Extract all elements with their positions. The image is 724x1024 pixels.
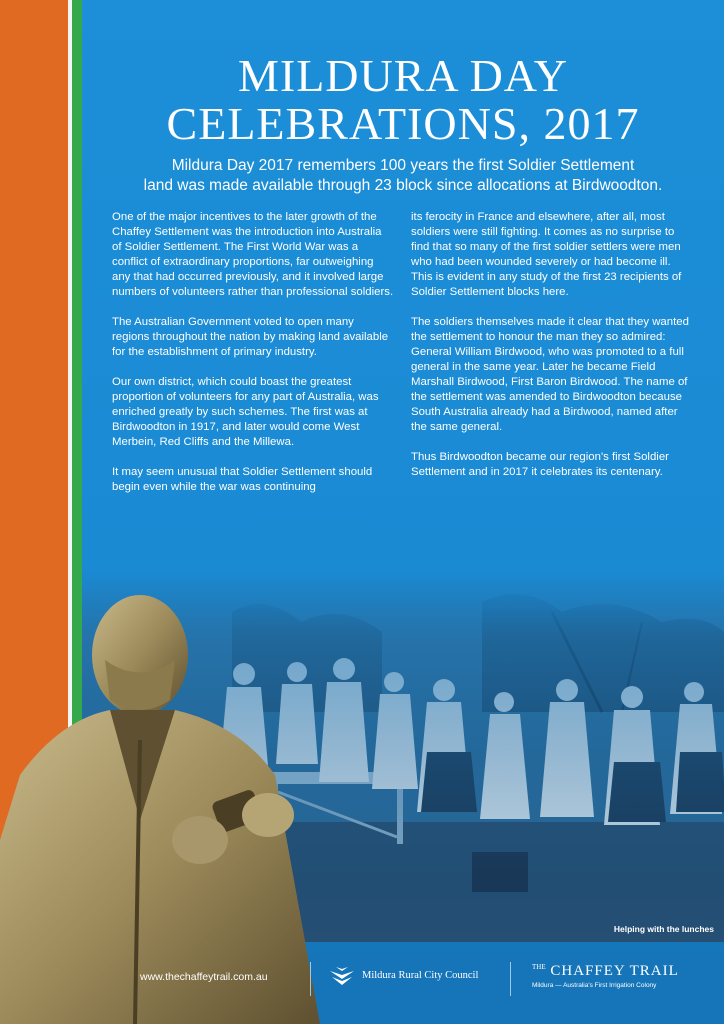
- website-link[interactable]: www.thechaffeytrail.com.au: [140, 971, 268, 983]
- body-column-right: [411, 210, 693, 495]
- body-column-left: [112, 210, 394, 510]
- paragraph: Thus Birdwoodton became our region's first Soldier Settlement and in 2017 it celebrates its centenary.: [411, 451, 669, 478]
- paragraph: The Australian Government voted to open many regions throughout the nation by making land available for the establishment of primary industry.: [112, 316, 389, 358]
- footer-divider: [510, 962, 511, 996]
- trail-tagline: Mildura — Australia's First Irrigation Colony: [532, 982, 657, 989]
- title-line-1: MILDURA DAY: [237, 50, 569, 101]
- subtitle-line-2: land was made available through 23 block since allocations at Birdwoodton.: [143, 177, 663, 194]
- council-name: Mildura Rural City Council: [362, 970, 479, 981]
- council-logo-icon: [328, 965, 356, 991]
- chaffey-trail-logo: [532, 963, 679, 980]
- paragraph: its ferocity in France and elsewhere, after all, most soldiers were still fighting. It comes as no surprise to find that so many of the first soldier settlers were men who had been wounded severely or had become ill. This is evident in any study of the first 23 recipients of Soldier Settlement blocks here.: [411, 211, 682, 298]
- footer-divider: [310, 962, 311, 996]
- paragraph: It may seem unusual that Soldier Settlement should begin even while the war was continuing: [112, 466, 373, 493]
- photo-caption: Helping with the lunches: [613, 924, 714, 934]
- title-line-2: CELEBRATIONS, 2017: [166, 98, 640, 149]
- subtitle: [82, 156, 724, 196]
- trail-name: CHAFFEY TRAIL: [550, 963, 679, 979]
- subtitle-line-1: Mildura Day 2017 remembers 100 years the first Soldier Settlement: [171, 157, 635, 174]
- paragraph: One of the major incentives to the later growth of the Chaffey Settlement was the introduction into Australia of Soldier Settlement. The First World War was a conflict of extraordinary proportions, far outweighing any that had occurred previously, and it involved large numbers of volunteers rather than professional soldiers.: [112, 211, 394, 298]
- paragraph: The soldiers themselves made it clear that they wanted the settlement to honour the man they so admired: General William Birdwood, who was promoted to a full general in the same year. Later he became Field Marshall Birdwood, First Baron Birdwood. The name of the settlement was amended to Birdwoodton because South Australia already had a Birdwood, named after the same general.: [411, 316, 689, 433]
- paragraph: Our own district, which could boast the greatest proportion of volunteers for any part of Australia, was enriched greatly by such schemes. The first was at Birdwoodton in 1917, and later would come West Merbein, Red Cliffs and the Millewa.: [112, 376, 379, 448]
- trail-the: THE: [532, 963, 546, 971]
- page-title: [82, 52, 724, 148]
